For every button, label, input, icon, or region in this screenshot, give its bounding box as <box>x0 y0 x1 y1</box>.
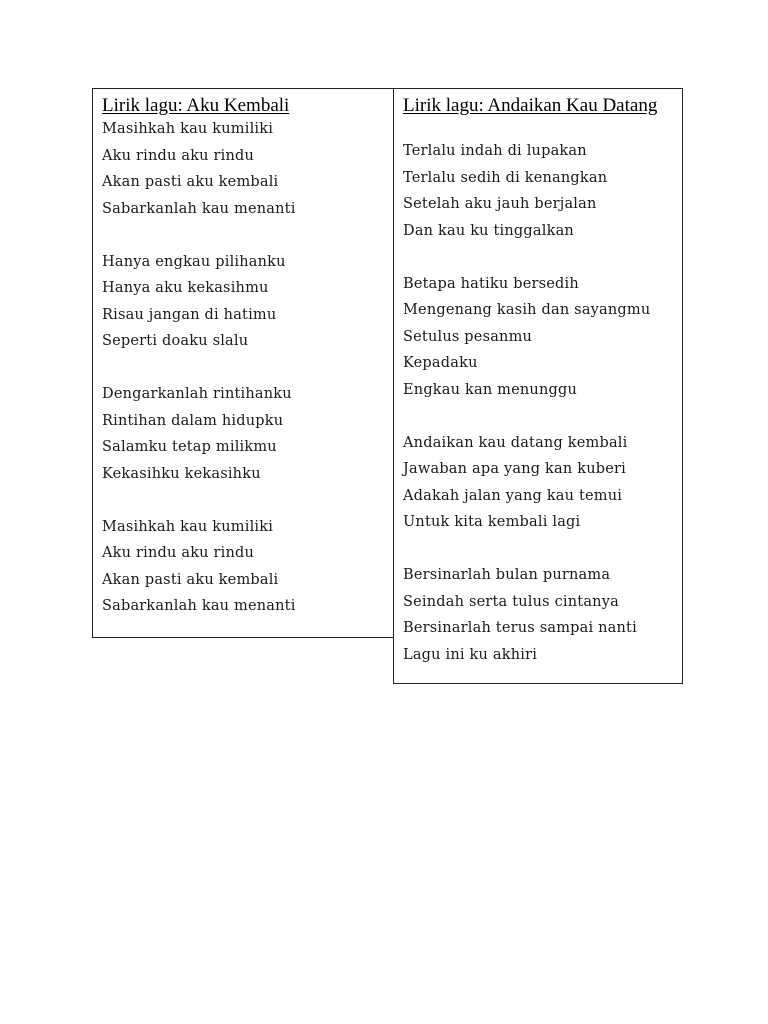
stanza-break <box>403 244 650 271</box>
lyrics-lines <box>102 116 296 620</box>
stanza-break <box>403 403 650 430</box>
lyric-line: Seindah serta tulus cintanya <box>403 593 619 610</box>
stanza-break <box>102 222 296 249</box>
lyric-line: Kekasihku kekasihku <box>102 465 261 482</box>
lyric-line: Rintihan dalam hidupku <box>102 412 284 429</box>
lyric-line: Adakah jalan yang kau temui <box>403 487 623 504</box>
lyrics-title: Lirik lagu: Aku Kembali <box>102 95 290 116</box>
lyric-line: Masihkah kau kumiliki <box>102 121 274 137</box>
lyrics-lines <box>403 138 650 668</box>
lyric-line: Setelah aku jauh berjalan <box>403 196 597 212</box>
lyrics-box-andaikan-kau-datang <box>393 88 683 684</box>
lyrics-title: Lirik lagu: Andaikan Kau Datang <box>403 95 658 116</box>
lyric-line: Bersinarlah terus sampai nanti <box>403 620 637 636</box>
lyric-line: Hanya aku kekasihmu <box>102 280 269 296</box>
stanza-break <box>102 355 296 382</box>
lyric-line: Akan pasti aku kembali <box>102 571 279 588</box>
stanza-break <box>102 487 296 514</box>
lyric-line: Betapa hatiku bersedih <box>403 275 579 292</box>
lyric-line: Terlalu indah di lupakan <box>403 143 587 159</box>
lyric-line: Jawaban apa yang kan kuberi <box>403 461 626 477</box>
lyric-line: Aku rindu aku rindu <box>102 545 255 561</box>
lyric-line: Andaikan kau datang kembali <box>403 434 628 451</box>
lyric-line: Sabarkanlah kau menanti <box>102 200 296 217</box>
lyric-line: Bersinarlah bulan purnama <box>403 567 611 583</box>
lyric-line: Terlalu sedih di kenangkan <box>403 169 608 186</box>
lyric-line: Risau jangan di hatimu <box>102 306 277 323</box>
lyric-line: Seperti doaku slalu <box>102 333 249 349</box>
lyric-line: Aku rindu aku rindu <box>102 147 255 164</box>
lyric-line: Lagu ini ku akhiri <box>403 646 538 663</box>
lyric-line: Setulus pesanmu <box>403 328 533 345</box>
lyric-line: Dan kau ku tinggalkan <box>403 222 574 239</box>
lyric-line: Akan pasti aku kembali <box>102 174 279 190</box>
lyric-line: Sabarkanlah kau menanti <box>102 598 296 614</box>
lyrics-box-aku-kembali <box>92 88 394 638</box>
lyric-line: Mengenang kasih dan sayangmu <box>403 302 651 318</box>
lyric-line: Hanya engkau pilihanku <box>102 253 286 270</box>
lyric-line: Dengarkanlah rintihanku <box>102 386 292 402</box>
lyric-line: Engkau kan menunggu <box>403 381 578 398</box>
lyric-line: Masihkah kau kumiliki <box>102 518 274 535</box>
stanza-break <box>403 536 650 563</box>
lyric-line: Untuk kita kembali lagi <box>403 514 581 530</box>
lyric-line: Salamku tetap milikmu <box>102 439 277 455</box>
lyric-line: Kepadaku <box>403 355 478 371</box>
